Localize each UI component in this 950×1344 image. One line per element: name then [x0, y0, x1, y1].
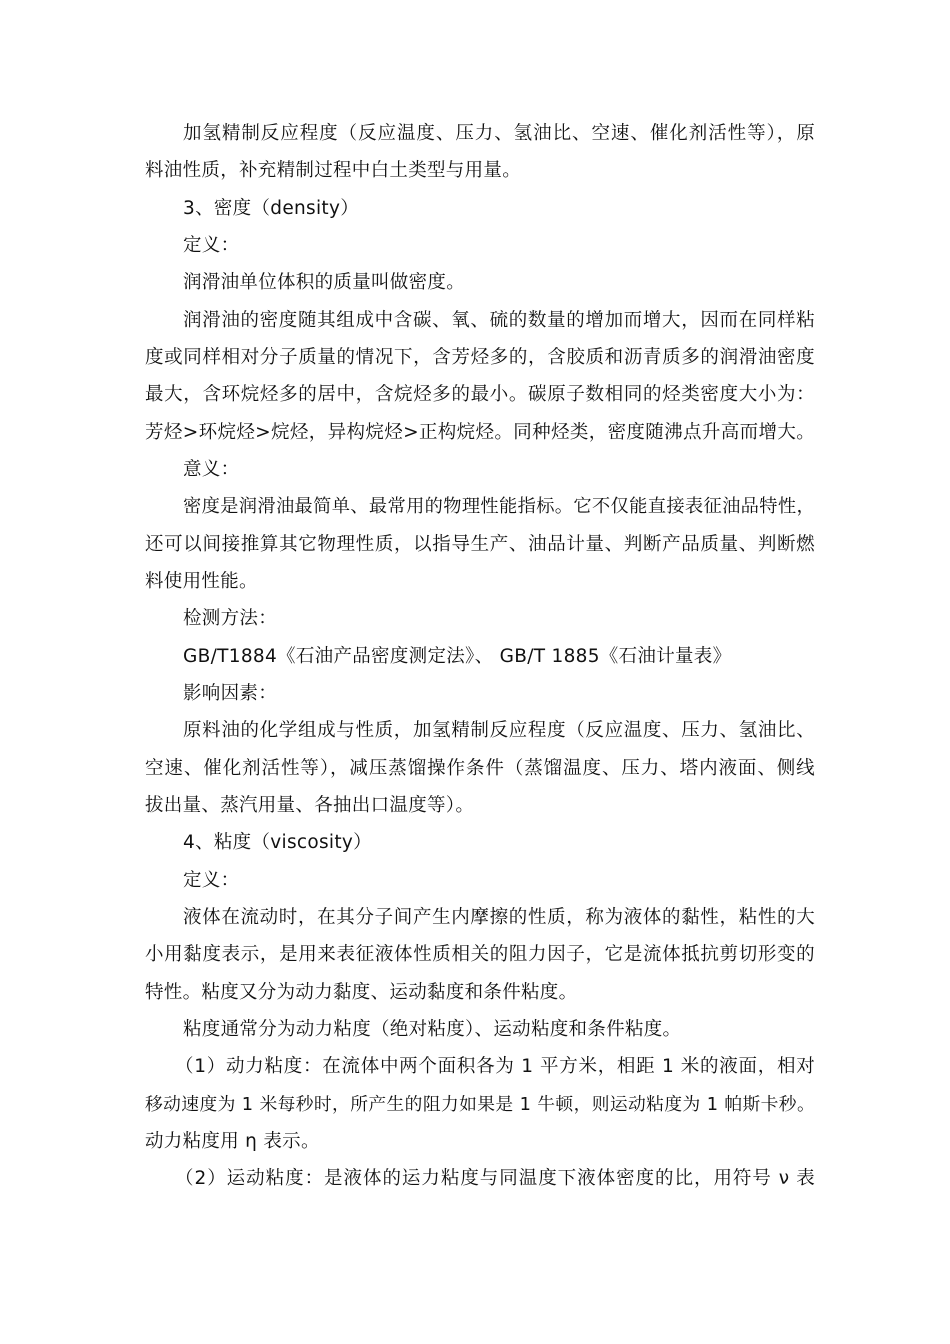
subheading-significance: 意义： [183, 459, 240, 480]
text-line: 最大，含环烷烃多的居中，含烷烃多的最小。碳原子数相同的烃类密度大小为： [145, 384, 815, 405]
text-line: （1）动力粘度：在流体中两个面积各为 1 平方米，相距 1 米的液面，相对 [175, 1056, 815, 1077]
text-line: 芳烃>环烷烃>烷烃，异构烷烃>正构烷烃。同种烃类，密度随沸点升高而增大。 [145, 422, 815, 443]
text-line: 动力粘度用 η 表示。 [145, 1131, 320, 1152]
section-heading-viscosity: 4、粘度（viscosity） [183, 832, 372, 853]
subheading-test-method: 检测方法： [183, 608, 278, 629]
text-line: 空速、催化剂活性等），减压蒸馏操作条件（蒸馏温度、压力、塔内液面、侧线 [145, 758, 815, 779]
subheading-influencing-factors: 影响因素： [183, 683, 278, 704]
text-line: 粘度通常分为动力粘度（绝对粘度）、运动粘度和条件粘度。 [183, 1019, 682, 1040]
text-line: 料油性质，补充精制过程中白土类型与用量。 [145, 160, 522, 181]
text-line: 料使用性能。 [145, 571, 258, 592]
text-line: 小用黏度表示，是用来表征液体性质相关的阻力因子，它是流体抵抗剪切形变的 [145, 944, 815, 965]
subheading-definition: 定义： [183, 235, 240, 256]
text-line: （2）运动粘度：是液体的运力粘度与同温度下液体密度的比，用符号 ν 表 [175, 1168, 815, 1189]
text-line: 加氢精制反应程度（反应温度、压力、氢油比、空速、催化剂活性等），原 [183, 123, 815, 144]
text-line: 润滑油的密度随其组成中含碳、氧、硫的数量的增加而增大，因而在同样粘 [183, 310, 815, 331]
text-line: 润滑油单位体积的质量叫做密度。 [183, 272, 466, 293]
text-line: 度或同样相对分子质量的情况下，含芳烃多的，含胶质和沥青质多的润滑油密度 [145, 347, 815, 368]
standards-line: GB/T1884《石油产品密度测定法》、 GB/T 1885《石油计量表》 [183, 646, 732, 667]
subheading-definition: 定义： [183, 870, 240, 891]
text-line: 特性。粘度又分为动力黏度、运动黏度和条件粘度。 [145, 982, 578, 1003]
text-line: 拔出量、蒸汽用量、各抽出口温度等）。 [145, 795, 475, 816]
text-line: 移动速度为 1 米每秒时，所产生的阻力如果是 1 牛顿，则运动粘度为 1 帕斯卡秒。 [145, 1095, 815, 1115]
text-line: 密度是润滑油最简单、最常用的物理性能指标。它不仅能直接表征油品特性， [183, 496, 815, 517]
text-line: 液体在流动时，在其分子间产生内摩擦的性质，称为液体的黏性，粘性的大 [183, 907, 815, 928]
text-line: 原料油的化学组成与性质，加氢精制反应程度（反应温度、压力、氢油比、 [183, 720, 815, 741]
text-line: 还可以间接推算其它物理性质，以指导生产、油品计量、判断产品质量、判断燃 [145, 534, 815, 555]
section-heading-density: 3、密度（density） [183, 198, 360, 219]
